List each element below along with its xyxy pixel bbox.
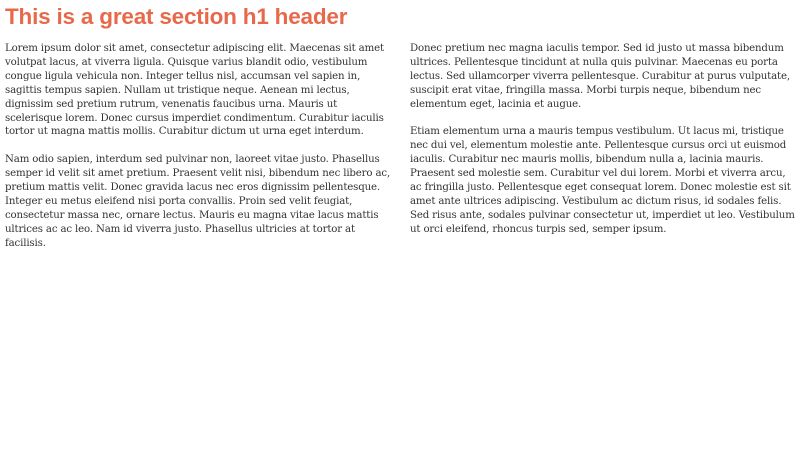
paragraph: Etiam elementum urna a mauris tempus vestibulum. Ut lacus mi, tristique nec dui vel, elementum molestie ante. Pellentesque cursus orci ut euismod iaculis. Curabitur nec mauris mollis, bibendum nulla a, lacinia mauris. Praesent sed molestie sem. Curabitur vel dui lorem. Morbi et viverra arcu, ac fringilla justo. Pellentesque eget consequat lorem. Donec molestie est sit amet ante ultrices adipiscing. Vestibulum ac dictum risus, id sodales felis. Sed risus ante, sodales pulvinar consectetur ut, imperdiet ut leo. Vestibulum ut orci eleifend, rhoncus turpis sed, semper ipsum. [410,126,795,235]
text-column-left [5,42,397,264]
text-column-right [410,42,796,251]
paragraph: Nam odio sapien, interdum sed pulvinar non, laoreet vitae justo. Phasellus semper id velit sit amet pretium. Praesent velit nisi, bibendum nec libero ac, pretium mattis velit. Donec gravida lacus nec eros dignissim pellentesque. Integer eu metus eleifend nisi porta convallis. Proin sed velit feugiat, consectetur massa nec, ornare lectus. Mauris eu magna vitae lacus mattis ultrices ac ac leo. Nam id viverra justo. Phasellus ultricies at tortor at facilisis. [5,154,391,249]
paragraph: Donec pretium nec magna iaculis tempor. Sed id justo ut massa bibendum ultrices. Pellentesque tincidunt at nulla quis pulvinar. Maecenas eu porta lectus. Sed ullamcorper viverra pellentesque. Curabitur at purus vulputate, suscipit erat vitae, fringilla massa. Morbi turpis neque, bibendum nec elementum eget, lacinia et augue. [410,43,790,110]
paragraph: Lorem ipsum dolor sit amet, consectetur adipiscing elit. Maecenas sit amet volutpat lacus, at viverra ligula. Quisque varius blandit odio, vestibulum congue ligula vehicula non. Integer tellus nisl, accumsan vel sapien in, sagittis tempus sapien. Nullam ut tristique neque. Aenean mi lectus, dignissim sed pretium rutrum, venenatis faucibus urna. Mauris ut scelerisque lorem. Donec cursus imperdiet condimentum. Curabitur iaculis tortor ut magna mattis mollis. Curabitur dictum ut urna eget interdum. [5,43,384,138]
section-title: This is a great section h1 header [5,4,348,29]
